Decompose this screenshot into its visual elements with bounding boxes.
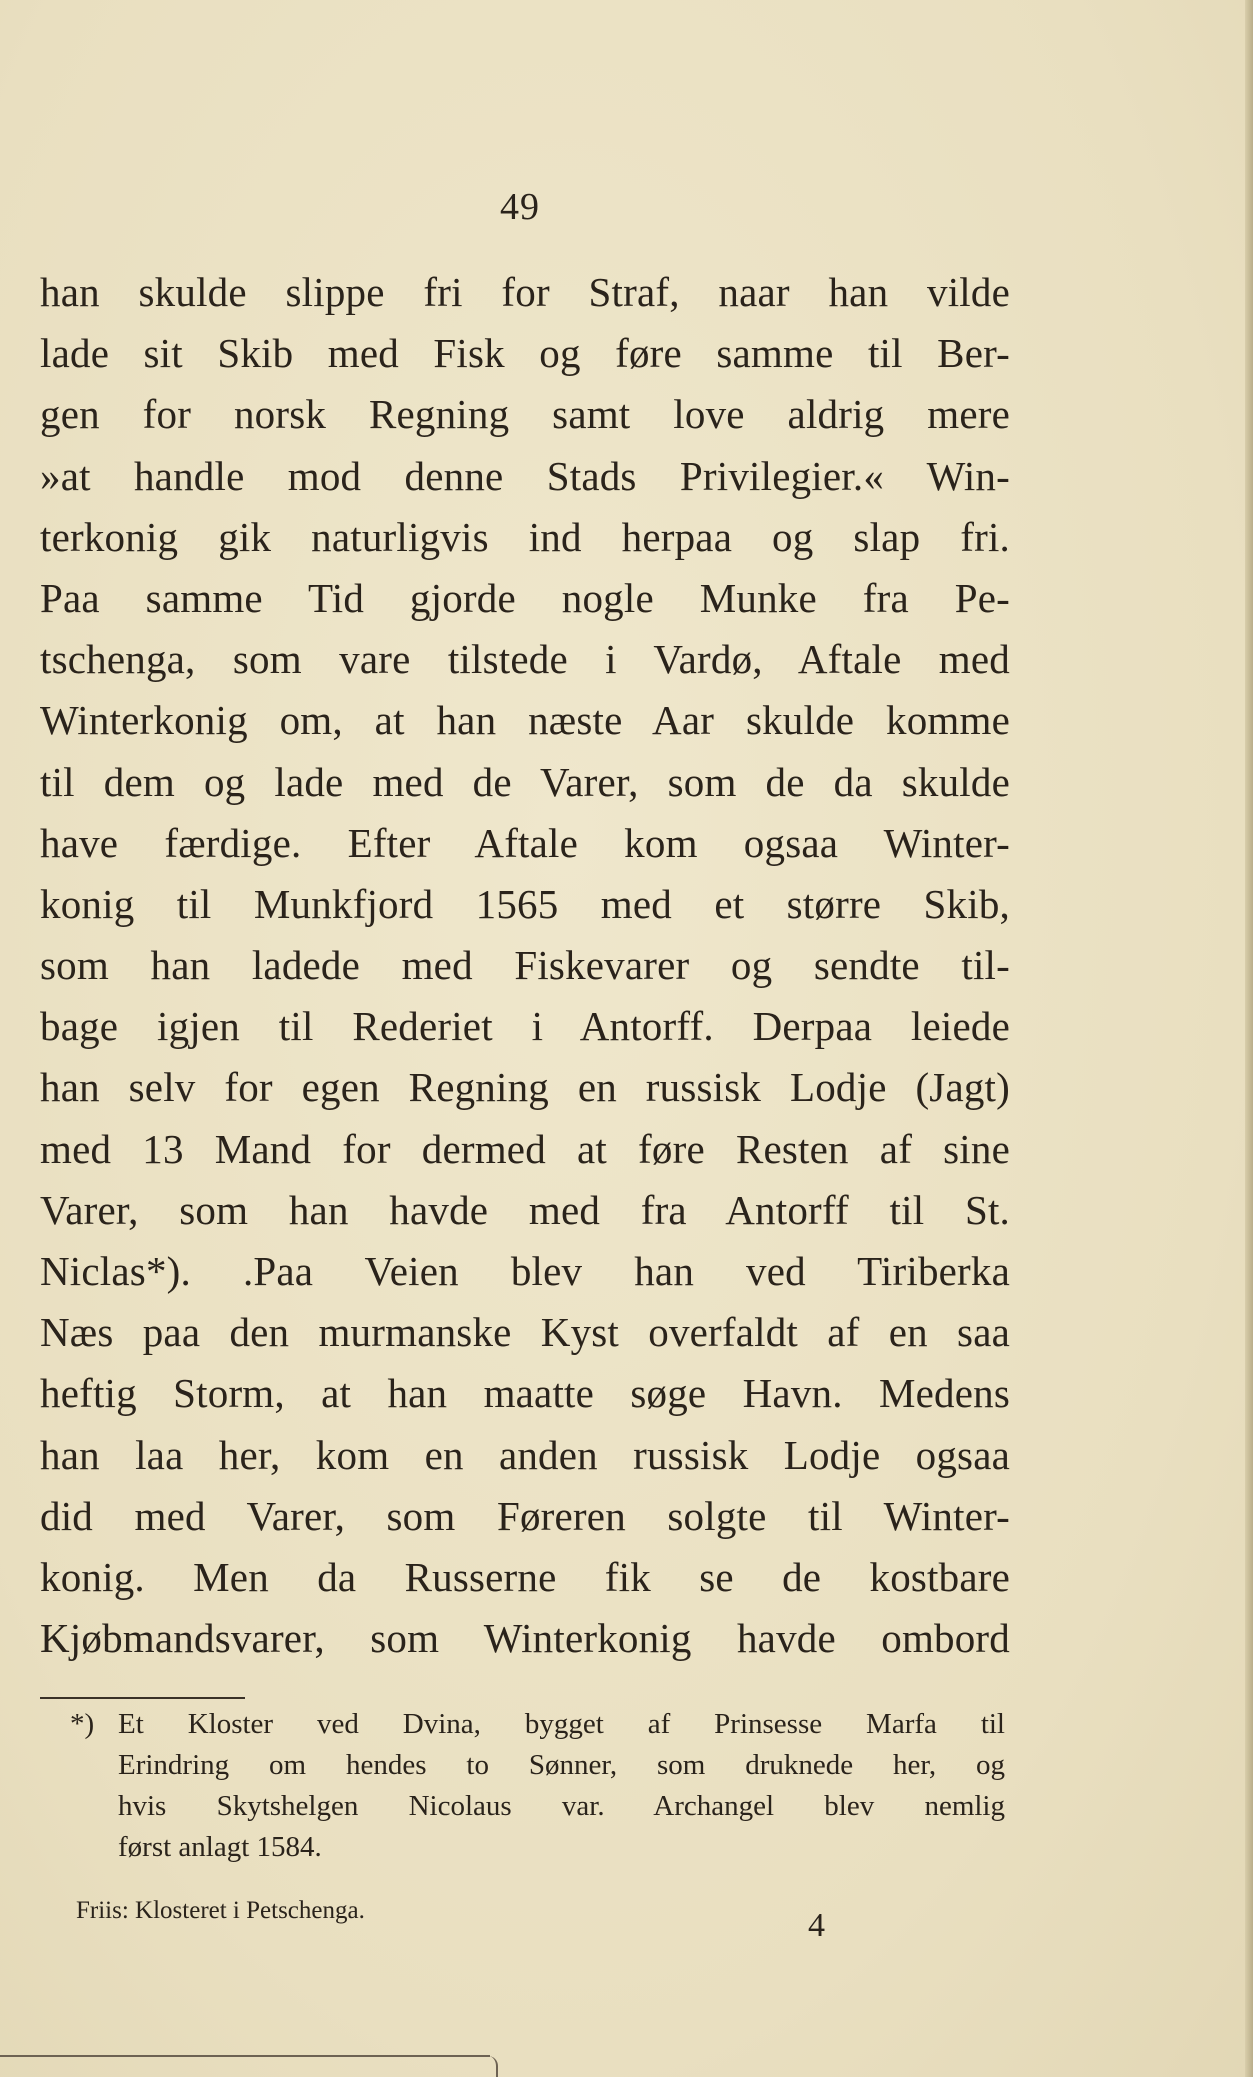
text-line: lade sit Skib med Fisk og føre samme til Ber- — [40, 330, 1010, 377]
footnote-line: først anlagt 1584. — [118, 1831, 322, 1863]
text-line: konig til Munkfjord 1565 med et større Skib, — [40, 880, 1010, 927]
footnote-marker: *) — [70, 1708, 95, 1740]
text-line: han laa her, kom en anden russisk Lodje ogsaa — [40, 1431, 1010, 1478]
footnote-line — [70, 1704, 1005, 1745]
text-line: Varer, som han havde med fra Antorff til St. — [40, 1186, 1010, 1233]
bottom-divider — [0, 2055, 490, 2057]
footnote — [70, 1704, 1005, 1868]
text-line: bage igjen til Rederiet i Antorff. Derpaa leiede — [40, 1003, 1010, 1050]
text-line: Winterkonig om, at han næste Aar skulde komme — [40, 697, 1010, 744]
page-number: 49 — [500, 186, 540, 228]
signature-mark: 4 — [808, 1907, 825, 1944]
text-line: terkonig gik naturligvis ind herpaa og slap fri. — [40, 513, 1010, 560]
text-line: Niclas*). .Paa Veien blev han ved Tiriberka — [40, 1248, 1010, 1294]
source-citation: Friis: Klosteret i Petschenga. — [76, 1897, 365, 1924]
text-line: Næs paa den murmanske Kyst overfaldt af en saa — [40, 1309, 1010, 1356]
footnote-line: Erindring om hendes to Sønner, som druknede her, og — [118, 1749, 1005, 1781]
bottom-bracket — [486, 2056, 498, 2077]
text-line: han selv for egen Regning en russisk Lodje (Jagt) — [40, 1064, 1010, 1111]
page-edge — [1245, 0, 1253, 2077]
text-line: did med Varer, som Føreren solgte til Winter- — [40, 1492, 1010, 1539]
body-text — [40, 262, 1010, 1669]
text-line: gen for norsk Regning samt love aldrig mere — [40, 391, 1010, 438]
text-line: have færdige. Efter Aftale kom ogsaa Winter- — [40, 819, 1010, 866]
footnote-line: hvis Skytshelgen Nicolaus var. Archangel blev nemlig — [118, 1790, 1005, 1822]
text-line: som han ladede med Fiskevarer og sendte til- — [40, 942, 1010, 989]
footnote-text: Et Kloster ved Dvina, bygget af Prinsesse Marfa til — [118, 1708, 1005, 1740]
text-line: Paa samme Tid gjorde nogle Munke fra Pe- — [40, 574, 1010, 621]
footnote-divider — [40, 1697, 245, 1699]
text-line: til dem og lade med de Varer, som de da skulde — [40, 758, 1010, 805]
text-line: han skulde slippe fri for Straf, naar han vilde — [40, 269, 1010, 315]
text-line: »at handle mod denne Stads Privilegier.« Win- — [40, 452, 1010, 499]
text-line: Kjøbmandsvarer, som Winterkonig havde ombord — [40, 1615, 1010, 1662]
text-line: konig. Men da Russerne fik se de kostbare — [40, 1553, 1010, 1600]
text-line: heftig Storm, at han maatte søge Havn. Medens — [40, 1370, 1010, 1417]
text-line: med 13 Mand for dermed at føre Resten af sine — [40, 1125, 1010, 1172]
text-line: tschenga, som vare tilstede i Vardø, Aftale med — [40, 636, 1010, 683]
